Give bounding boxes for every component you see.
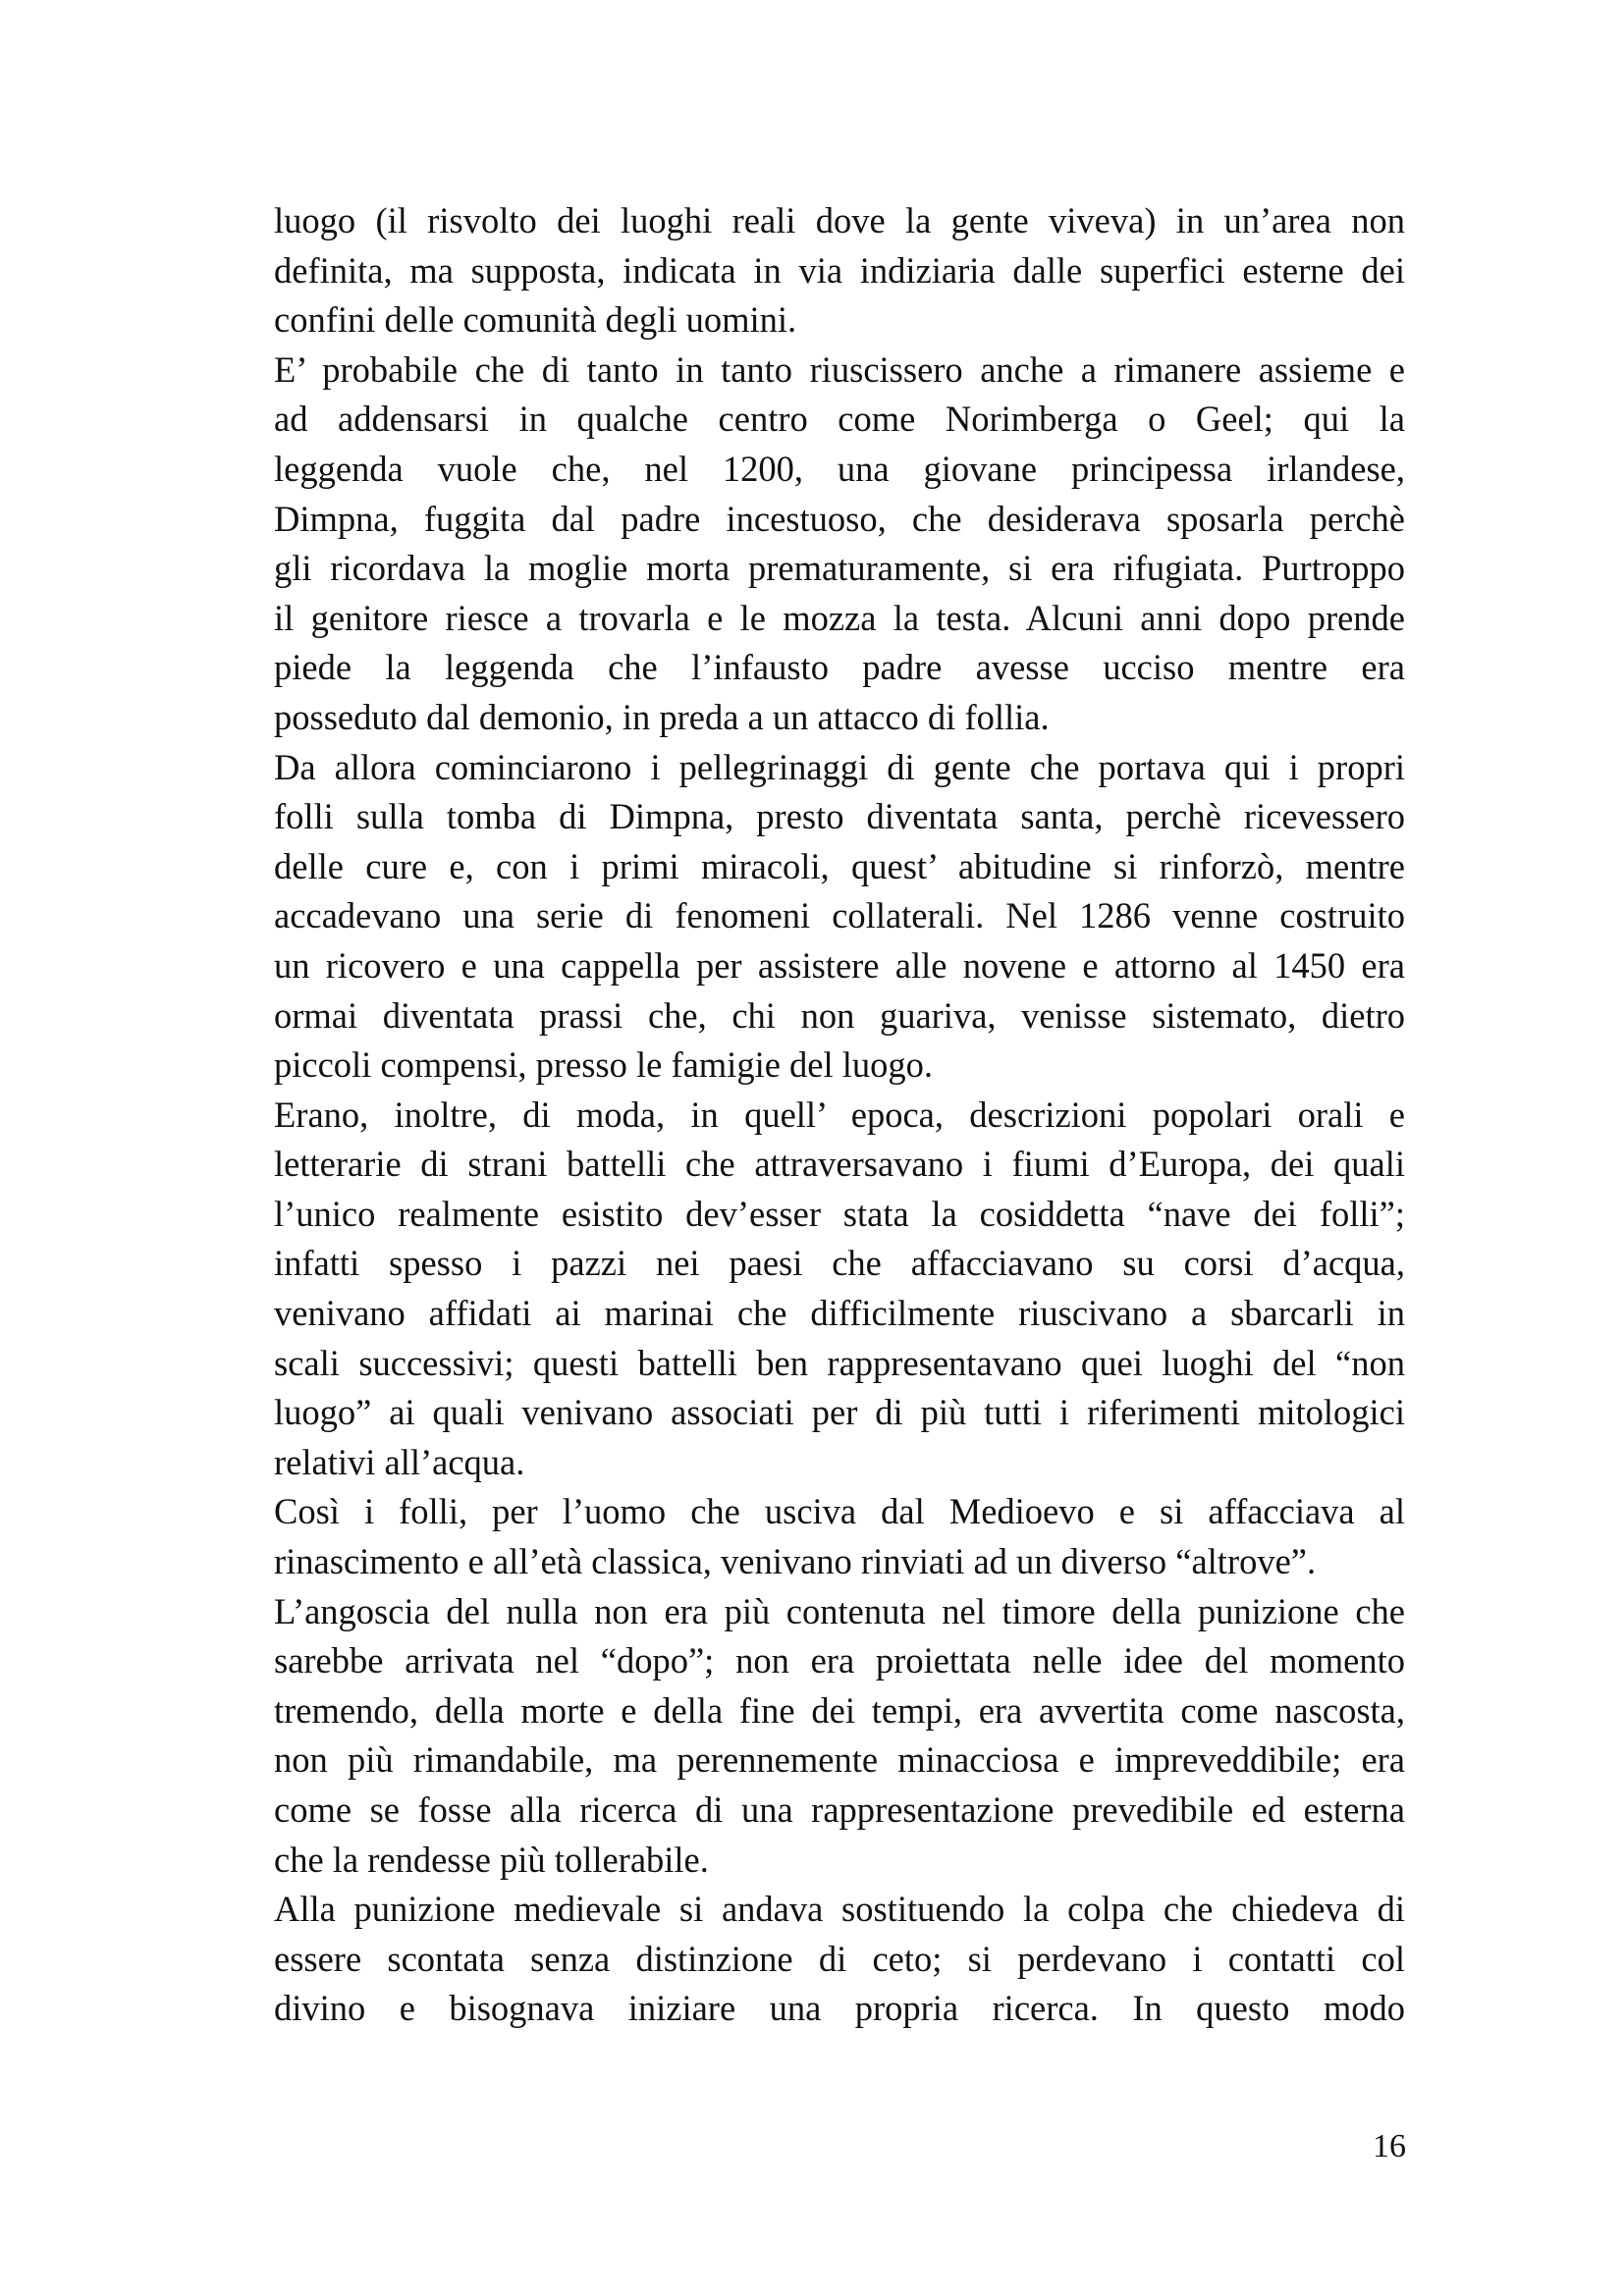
text-line: confini delle comunità degli uomini. (274, 299, 797, 341)
paragraph (274, 1587, 1405, 1886)
text-line: letterarie di strani battelli che attraversavano i fiumi d’Europa, dei quali (274, 1144, 1405, 1185)
text-line: gli ricordava la moglie morta prematuramente, si era rifugiata. Purtroppo (274, 548, 1405, 589)
text-line: come se fosse alla ricerca di una rappresentazione prevedibile ed esterna (274, 1789, 1405, 1830)
text-line: piede la leggenda che l’infausto padre avesse ucciso mentre era (274, 647, 1405, 688)
text-line: delle cure e, con i primi miracoli, quest’ abitudine si rinforzò, mentre (274, 845, 1405, 886)
text-line: posseduto dal demonio, in preda a un attacco di follia. (274, 696, 1050, 737)
body-text (274, 196, 1405, 2034)
text-line: Erano, inoltre, di moda, in quell’ epoca, descrizioni popolari orali e (274, 1094, 1405, 1135)
text-line: Da allora cominciarono i pellegrinaggi di gente che portava qui i propri (274, 746, 1405, 787)
text-line: ad addensarsi in qualche centro come Norimberga o Geel; qui la (274, 399, 1405, 440)
text-line: folli sulla tomba di Dimpna, presto diventata santa, perchè ricevessero (274, 796, 1405, 837)
text-line: essere scontata senza distinzione di ceto; si perdevano i contatti col (274, 1938, 1405, 1979)
text-line: infatti spesso i pazzi nei paesi che affacciavano su corsi d’acqua, (274, 1243, 1405, 1284)
text-line: tremendo, della morte e della fine dei tempi, era avvertita come nascosta, (274, 1689, 1405, 1731)
paragraph (274, 743, 1405, 1091)
text-line: accadevano una serie di fenomeni collaterali. Nel 1286 venne costruito (274, 895, 1405, 936)
paragraph (274, 196, 1405, 346)
text-line: luogo (il risvolto dei luoghi reali dove la gente viveva) in un’area non (274, 200, 1405, 240)
text-line: scali successivi; questi battelli ben rappresentavano quei luoghi del “non (274, 1342, 1405, 1383)
text-line: non più rimandabile, ma perennemente minacciosa e impreveddibile; era (274, 1739, 1405, 1781)
text-line: divino e bisognava iniziare una propria ricerca. In questo modo (274, 1988, 1405, 2029)
text-line: sarebbe arrivata nel “dopo”; non era proiettata nelle idee del momento (274, 1640, 1405, 1682)
text-line: relativi all’acqua. (274, 1441, 525, 1482)
text-line: ormai diventata prassi che, chi non guariva, venisse sistemato, dietro (274, 994, 1405, 1036)
paragraph (274, 1091, 1405, 1488)
paragraph (274, 1487, 1405, 1586)
text-line: definita, ma supposta, indicata in via indiziaria dalle superfici esterne dei (274, 249, 1405, 291)
paragraph (274, 1885, 1405, 2034)
text-line: che la rendesse più tollerabile. (274, 1839, 709, 1880)
text-line: Così i folli, per l’uomo che usciva dal Medioevo e si affacciava al (274, 1491, 1405, 1532)
text-line: venivano affidati ai marinai che difficilmente riuscivano a sbarcarli in (274, 1293, 1405, 1334)
text-line: Dimpna, fuggita dal padre incestuoso, che desiderava sposarla perchè (274, 498, 1405, 539)
text-line: L’angoscia del nulla non era più contenuta nel timore della punizione che (274, 1590, 1405, 1631)
text-line: l’unico realmente esistito dev’esser stata la cosiddetta “nave dei folli”; (274, 1193, 1405, 1234)
text-line: un ricovero e una cappella per assistere alle novene e attorno al 1450 era (274, 944, 1405, 986)
text-line: piccoli compensi, presso le famigie del luogo. (274, 1044, 934, 1086)
text-line: Alla punizione medievale si andava sostituendo la colpa che chiedeva di (274, 1889, 1405, 1930)
text-line: leggenda vuole che, nel 1200, una giovane principessa irlandese, (274, 448, 1405, 489)
text-line: luogo” ai quali venivano associati per di più tutti i riferimenti mitologici (274, 1392, 1405, 1433)
page-number: 16 (1373, 2128, 1406, 2164)
text-line: il genitore riesce a trovarla e le mozza la testa. Alcuni anni dopo prende (274, 597, 1405, 638)
text-line: E’ probabile che di tanto in tanto riuscissero anche a rimanere assieme e (274, 348, 1405, 390)
text-line: rinascimento e all’età classica, venivano rinviati ad un diverso “altrove”. (274, 1541, 1317, 1582)
paragraph (274, 346, 1405, 743)
